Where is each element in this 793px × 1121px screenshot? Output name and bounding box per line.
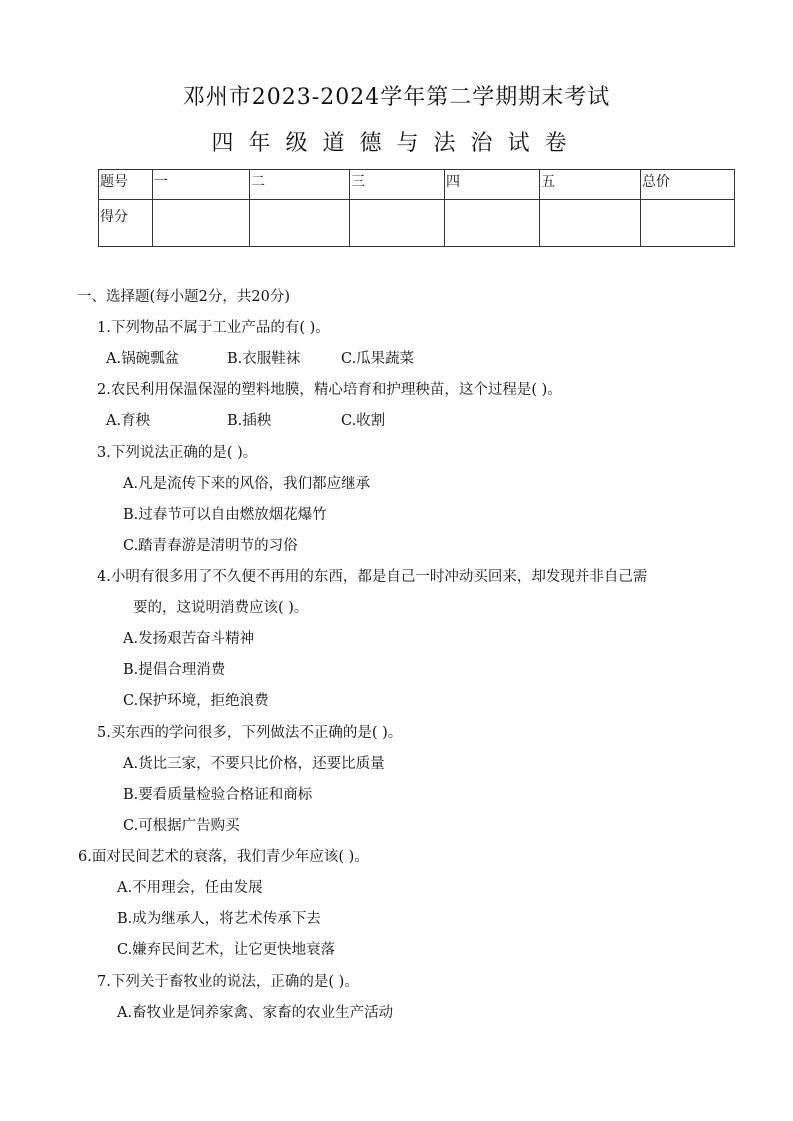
score-cell-q4: 四 bbox=[445, 170, 540, 200]
option-a: A.货比三家，不要只比价格，还要比质量 bbox=[123, 756, 385, 772]
question-stem: 2.农民利用保温保湿的塑料地膜，精心培育和护理秧苗，这个过程是( )。 bbox=[97, 382, 562, 398]
score-cell-q3-value[interactable] bbox=[350, 200, 445, 247]
option-b: B.成为继承人，将艺术传承下去 bbox=[117, 911, 321, 927]
option-a: A.凡是流传下来的风俗，我们都应继承 bbox=[123, 476, 371, 492]
score-cell-label: 题号 bbox=[99, 170, 153, 200]
score-cell-q2-value[interactable] bbox=[250, 200, 350, 247]
question-stem: 4.小明有很多用了不久便不再用的东西，都是自己一时冲动买回来，却发现并非自己需 bbox=[97, 569, 648, 585]
question-stem: 6.面对民间艺术的衰落，我们青少年应该( )。 bbox=[78, 849, 369, 865]
option-c: C.收割 bbox=[341, 413, 386, 429]
option-b: B.插秧 bbox=[227, 413, 272, 429]
option-a: A.育秧 bbox=[106, 413, 151, 429]
question-stem: 1.下列物品不属于工业产品的有( )。 bbox=[97, 320, 330, 336]
score-cell-label: 得分 bbox=[99, 200, 153, 247]
option-c: C.瓜果蔬菜 bbox=[341, 351, 415, 367]
score-cell-total-value[interactable] bbox=[641, 200, 735, 247]
score-cell-q1-value[interactable] bbox=[153, 200, 250, 247]
option-c: C.保护环境，拒绝浪费 bbox=[123, 693, 269, 709]
score-table bbox=[98, 169, 735, 247]
exam-subtitle: 四年级道德与法治试卷 bbox=[211, 131, 582, 156]
question-stem: 7.下列关于畜牧业的说法，正确的是( )。 bbox=[97, 974, 359, 990]
question-stem-continued: 要的，这说明消费应该( )。 bbox=[133, 600, 309, 616]
option-a: A.畜牧业是饲养家禽、家畜的农业生产活动 bbox=[117, 1005, 394, 1021]
option-a: A.锅碗瓢盆 bbox=[106, 351, 180, 367]
section-heading: 一、选择题(每小题2分，共20分) bbox=[77, 289, 290, 305]
option-b: B.要看质量检验合格证和商标 bbox=[123, 787, 313, 803]
score-cell-q1: 一 bbox=[153, 170, 250, 200]
score-cell-q4-value[interactable] bbox=[445, 200, 540, 247]
option-a: A.不用理会，任由发展 bbox=[117, 880, 263, 896]
option-b: B.提倡合理消费 bbox=[123, 662, 226, 678]
option-b: B.衣服鞋袜 bbox=[227, 351, 301, 367]
score-cell-q5-value[interactable] bbox=[540, 200, 641, 247]
score-cell-q2: 二 bbox=[250, 170, 350, 200]
question-stem: 3.下列说法正确的是( )。 bbox=[97, 445, 258, 461]
option-c: C.踏青春游是清明节的习俗 bbox=[123, 538, 298, 554]
score-cell-q3: 三 bbox=[350, 170, 445, 200]
option-c: C.可根据广告购买 bbox=[123, 818, 240, 834]
score-cell-total: 总价 bbox=[641, 170, 735, 200]
exam-title: 邓州市2023-2024学年第二学期期末考试 bbox=[182, 85, 611, 110]
score-table-score-row bbox=[99, 200, 735, 247]
score-cell-q5: 五 bbox=[540, 170, 641, 200]
question-stem: 5.买东西的学问很多，下列做法不正确的是( )。 bbox=[97, 725, 403, 741]
option-b: B.过春节可以自由燃放烟花爆竹 bbox=[123, 507, 327, 523]
score-table-header-row bbox=[99, 170, 735, 200]
option-c: C.嫌弃民间艺术，让它更快地衰落 bbox=[117, 942, 336, 958]
option-a: A.发扬艰苦奋斗精神 bbox=[123, 631, 255, 647]
